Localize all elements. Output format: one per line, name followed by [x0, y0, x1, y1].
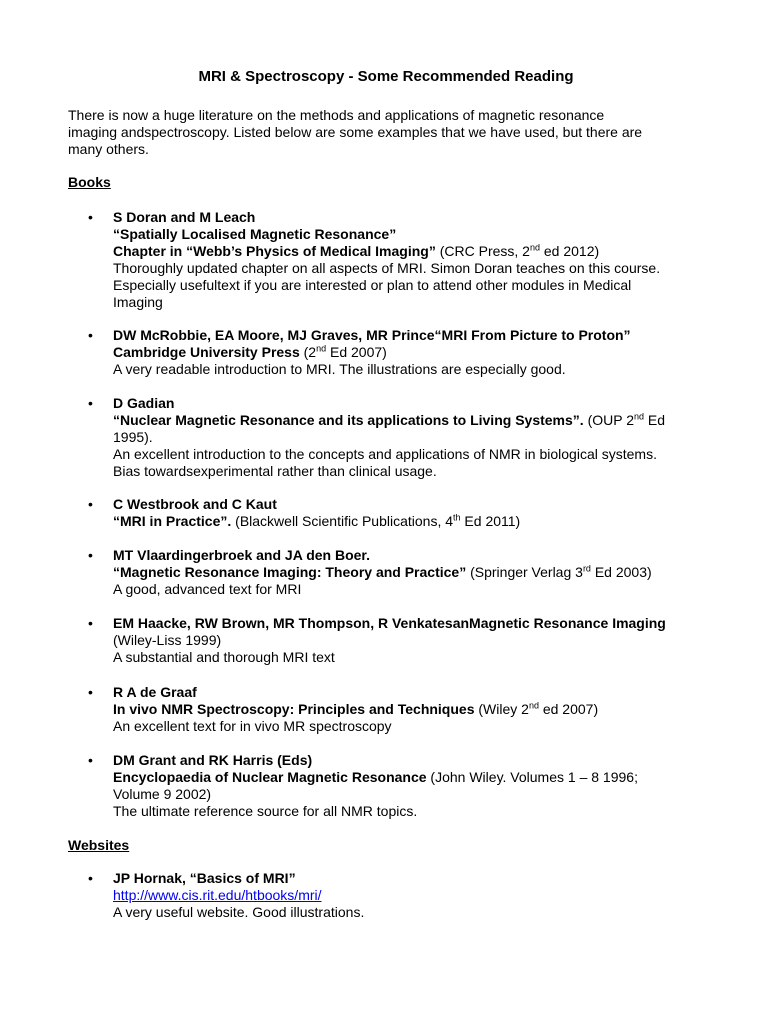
book-publisher: (John Wiley. Volumes 1 – 8 1996;	[426, 769, 638, 785]
book-title: In vivo NMR Spectroscopy: Principles and Techniques	[113, 701, 475, 717]
website-link[interactable]: http://www.cis.rit.edu/htbooks/mri/	[113, 887, 322, 903]
book-authors: EM Haacke, RW Brown, MR Thompson, R VenkatesanMagnetic Resonance Imaging	[113, 615, 666, 631]
books-heading: Books	[68, 174, 111, 190]
bullet: •	[88, 684, 93, 700]
edition-suffix: nd	[634, 411, 645, 422]
intro-line: many others.	[68, 141, 149, 157]
book-authors: R A de Graaf	[113, 684, 197, 700]
website-authors: JP Hornak, “Basics of MRI”	[113, 870, 296, 886]
intro-line: imaging andspectroscopy. Listed below are some examples that we have used, but there are	[68, 124, 643, 140]
bullet: •	[88, 752, 93, 768]
bullet: •	[88, 496, 93, 512]
book-authors: DM Grant and RK Harris (Eds)	[113, 752, 313, 768]
book-entry-degraaf	[88, 684, 713, 735]
book-description: An excellent introduction to the concepts and applications of NMR in biological systems.	[113, 446, 657, 462]
book-publisher: Ed	[644, 412, 666, 428]
book-description: A good, advanced text for MRI	[113, 581, 302, 597]
book-entry-haacke	[88, 615, 713, 666]
book-chapter: Chapter in “Webb’s Physics of Medical Imaging”	[113, 243, 436, 259]
bullet: •	[88, 327, 93, 343]
book-entry-mcrobbie	[88, 327, 713, 378]
book-publisher: Volume 9 2002)	[113, 786, 212, 802]
book-publisher: ed 2007)	[538, 701, 599, 717]
book-entry-vlaardingerbroek	[88, 547, 713, 598]
intro-paragraph	[68, 107, 698, 158]
edition-suffix: rd	[582, 563, 591, 574]
bullet: •	[88, 615, 93, 631]
bullet: •	[88, 547, 93, 563]
book-publisher: (CRC Press, 2	[435, 243, 530, 259]
edition-suffix: nd	[529, 242, 540, 253]
book-title: “Magnetic Resonance Imaging: Theory and Practice”	[113, 564, 467, 580]
book-title: “Nuclear Magnetic Resonance and its applications to Living Systems”.	[113, 412, 584, 428]
book-edition: Ed 2007)	[326, 344, 387, 360]
book-edition: (2	[299, 344, 317, 360]
book-publisher: (Wiley-Liss 1999)	[113, 632, 222, 648]
book-publisher: (Springer Verlag 3	[466, 564, 583, 580]
book-publisher: Cambridge University Press	[113, 344, 300, 360]
book-publisher: Ed 2011)	[460, 513, 521, 529]
book-authors: C Westbrook and C Kaut	[113, 496, 277, 512]
book-description: An excellent text for in vivo MR spectroscopy	[113, 718, 392, 734]
book-description: Thoroughly updated chapter on all aspects of MRI. Simon Doran teaches on this course.	[113, 260, 661, 276]
page-title: MRI & Spectroscopy - Some Recommended Reading	[198, 68, 574, 85]
edition-suffix: th	[453, 512, 461, 523]
book-title: “MRI in Practice”.	[113, 513, 232, 529]
bullet: •	[88, 395, 93, 411]
book-description: A substantial and thorough MRI text	[113, 649, 335, 665]
book-authors: S Doran and M Leach	[113, 209, 256, 225]
edition-suffix: nd	[316, 343, 327, 354]
book-publisher: (Wiley 2	[474, 701, 529, 717]
book-entry-grant	[88, 752, 713, 820]
book-description: The ultimate reference source for all NMR topics.	[113, 803, 418, 819]
book-description: Especially usefultext if you are interested or plan to attend other modules in Medical	[113, 277, 632, 293]
book-title: Encyclopaedia of Nuclear Magnetic Resonance	[113, 769, 427, 785]
bullet: •	[88, 870, 93, 886]
book-publisher: Ed 2003)	[590, 564, 652, 580]
book-entry-doran	[88, 209, 713, 311]
websites-heading: Websites	[68, 837, 130, 853]
intro-line: There is now a huge literature on the methods and applications of magnetic resonance	[68, 107, 605, 123]
book-title: “MRI From Picture to Proton”	[434, 327, 631, 343]
book-publisher: 1995).	[113, 429, 153, 445]
book-description: A very readable introduction to MRI. The illustrations are especially good.	[113, 361, 566, 377]
book-description: Imaging	[113, 294, 163, 310]
book-publisher: (Blackwell Scientific Publications, 4	[231, 513, 454, 529]
website-description: A very useful website. Good illustrations.	[113, 904, 365, 920]
book-authors: D Gadian	[113, 395, 175, 411]
book-authors: DW McRobbie, EA Moore, MJ Graves, MR Prince	[113, 327, 435, 343]
book-publisher: ed 2012)	[539, 243, 600, 259]
book-entry-gadian	[88, 395, 713, 480]
book-publisher: (OUP 2	[583, 412, 634, 428]
book-title: “Spatially Localised Magnetic Resonance”	[113, 226, 397, 242]
bullet: •	[88, 209, 93, 225]
website-entry-hornak	[88, 870, 713, 921]
edition-suffix: nd	[528, 700, 539, 711]
book-description: Bias towardsexperimental rather than clinical usage.	[113, 463, 437, 479]
book-entry-westbrook	[88, 496, 713, 530]
book-authors: MT Vlaardingerbroek and JA den Boer.	[113, 547, 370, 563]
